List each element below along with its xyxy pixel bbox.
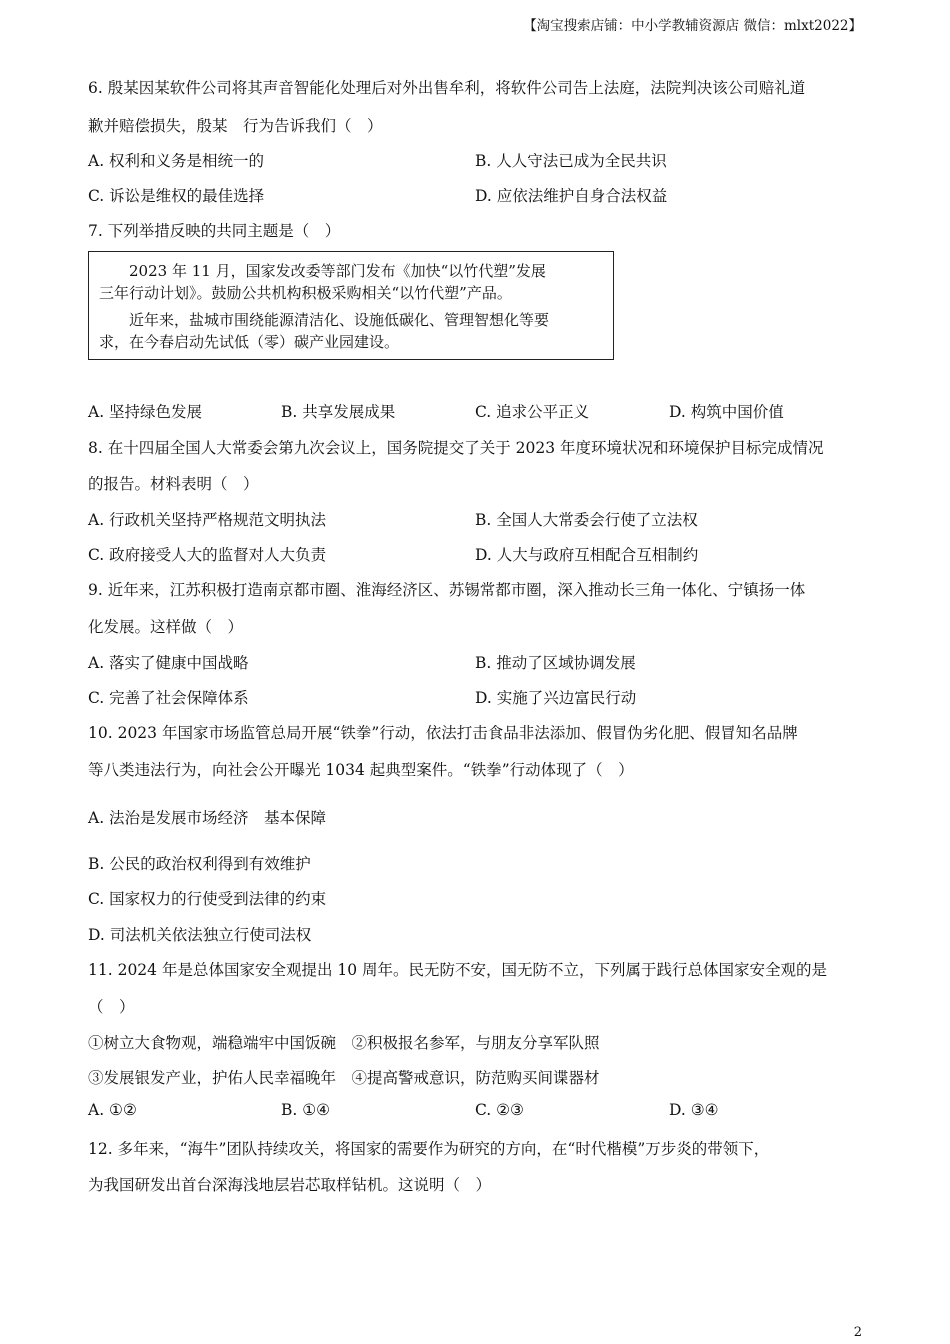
q11-option-b: B. ①④ bbox=[281, 1101, 331, 1119]
question-11-text-cont: （ ） bbox=[88, 998, 135, 1016]
q6-option-b: B. 人人守法已成为全民共识 bbox=[475, 152, 667, 170]
q9-option-d: D. 实施了兴边富民行动 bbox=[475, 689, 637, 707]
page-number: 2 bbox=[853, 1325, 862, 1340]
page-header: 【淘宝搜索店铺：中小学教辅资源店 微信：mlxt2022】 bbox=[523, 18, 862, 34]
q11-option-d: D. ③④ bbox=[669, 1101, 719, 1119]
q9-option-b: B. 推动了区域协调发展 bbox=[475, 654, 636, 672]
question-8-text-cont: 的报告。材料表明（ ） bbox=[88, 475, 259, 493]
q6-option-c: C. 诉讼是维权的最佳选择 bbox=[88, 187, 265, 205]
question-7-text: 7. 下列举措反映的共同主题是（ ） bbox=[88, 222, 341, 240]
q10-option-b: B. 公民的政治权利得到有效维护 bbox=[88, 855, 311, 873]
question-9-text-cont: 化发展。这样做（ ） bbox=[88, 618, 244, 636]
q9-option-c: C. 完善了社会保障体系 bbox=[88, 689, 249, 707]
q9-option-a: A. 落实了健康中国战略 bbox=[88, 654, 249, 672]
question-6-text-cont: 歉并赔偿损失，殷某 行为告诉我们（ ） bbox=[88, 117, 383, 135]
q11-option-a: A. ①② bbox=[88, 1101, 137, 1119]
question-8-text: 8. 在十四届全国人大常委会第九次会议上，国务院提交了关于 2023 年度环境状况和环境保护目标完成情况 bbox=[88, 439, 824, 457]
q6-option-a: A. 权利和义务是相统一的 bbox=[88, 152, 265, 170]
q7-material-line: 三年行动计划》。鼓励公共机构积极采购相关“以竹代塑”产品。 bbox=[99, 284, 512, 302]
q7-option-a: A. 坚持绿色发展 bbox=[88, 403, 203, 421]
q7-material-line: 2023 年 11 月，国家发改委等部门发布《加快“以竹代塑”发展 bbox=[99, 262, 546, 280]
q7-option-c: C. 追求公平正义 bbox=[475, 403, 590, 421]
q7-material-line: 近年来，盐城市围绕能源清洁化、设施低碳化、管理智想化等要 bbox=[99, 311, 550, 329]
q6-option-d: D. 应依法维护自身合法权益 bbox=[475, 187, 668, 205]
question-11-text: 11. 2024 年是总体国家安全观提出 10 周年。民无防不安，国无防不立，下列属于践行总体国家安全观的是 bbox=[88, 961, 828, 979]
q8-option-a: A. 行政机关坚持严格规范文明执法 bbox=[88, 511, 327, 529]
q7-option-d: D. 构筑中国价值 bbox=[669, 403, 784, 421]
question-10-text-cont: 等八类违法行为，向社会公开曝光 1034 起典型案件。“铁拳”行动体现了（ ） bbox=[88, 761, 634, 779]
question-10-text: 10. 2023 年国家市场监管总局开展“铁拳”行动，依法打击食品非法添加、假冒伪劣化肥、假冒知名品牌 bbox=[88, 724, 798, 742]
q7-material-line: 求，在今春启动先试低（零）碳产业园建设。 bbox=[99, 333, 400, 351]
q11-statements-1: ①树立大食物观，端稳端牢中国饭碗 ②积极报名参军，与朋友分享军队照 bbox=[88, 1034, 600, 1052]
q7-option-b: B. 共享发展成果 bbox=[281, 403, 396, 421]
question-12-text-cont: 为我国研发出首台深海浅地层岩芯取样钻机。这说明（ ） bbox=[88, 1176, 492, 1194]
q10-option-a: A. 法治是发展市场经济 基本保障 bbox=[88, 809, 327, 827]
q10-option-c: C. 国家权力的行使受到法律的约束 bbox=[88, 890, 327, 908]
question-9-text: 9. 近年来，江苏积极打造南京都市圈、淮海经济区、苏锡常都市圈，深入推动长三角一体化、宁镇扬一体 bbox=[88, 581, 806, 599]
q8-option-b: B. 全国人大常委会行使了立法权 bbox=[475, 511, 698, 529]
q7-material-box bbox=[88, 251, 614, 360]
q11-option-c: C. ②③ bbox=[475, 1101, 524, 1119]
q8-option-c: C. 政府接受人大的监督对人大负责 bbox=[88, 546, 327, 564]
q11-statements-2: ③发展银发产业，护佑人民幸福晚年 ④提高警戒意识，防范购买间谍器材 bbox=[88, 1069, 600, 1087]
q10-option-d: D. 司法机关依法独立行使司法权 bbox=[88, 926, 312, 944]
q8-option-d: D. 人大与政府互相配合互相制约 bbox=[475, 546, 699, 564]
question-6-text: 6. 殷某因某软件公司将其声音智能化处理后对外出售牟利，将软件公司告上法庭，法院判决该公司赔礼道 bbox=[88, 79, 806, 97]
question-12-text: 12. 多年来，“海牛”团队持续攻关，将国家的需要作为研究的方向，在“时代楷模”万步炎的带领下， bbox=[88, 1140, 770, 1158]
